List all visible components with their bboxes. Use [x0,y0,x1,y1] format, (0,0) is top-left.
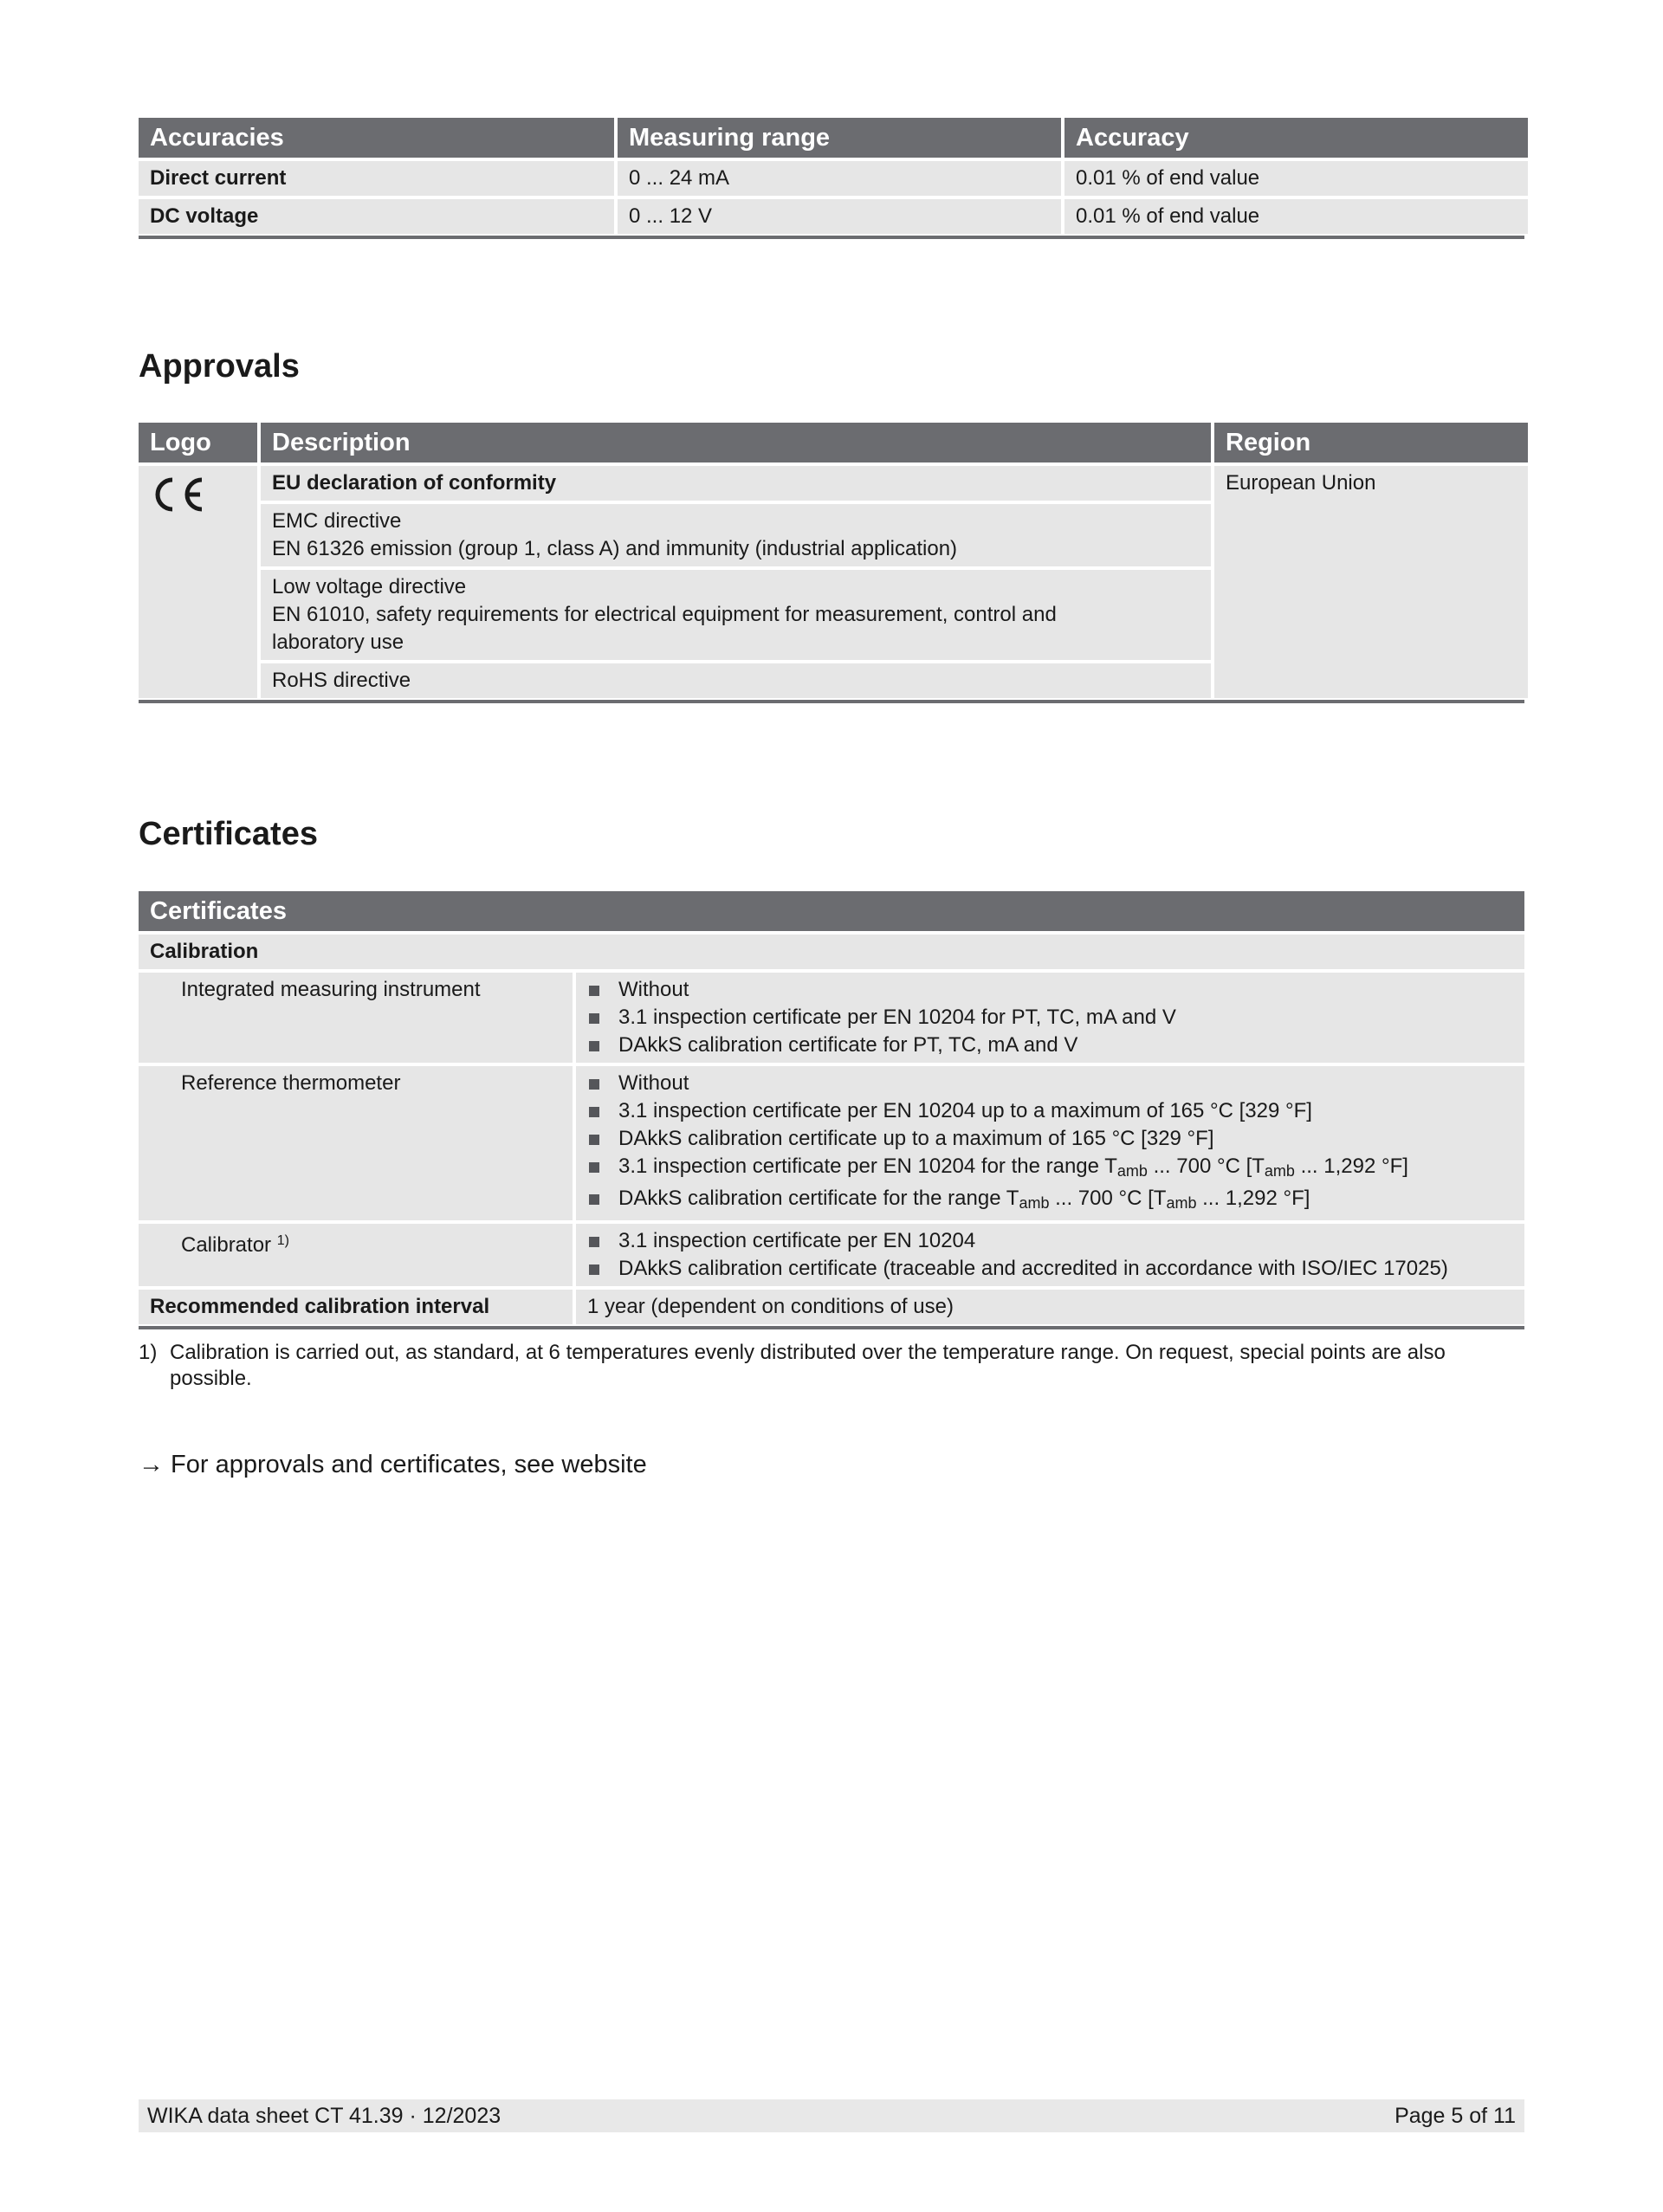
calibration-interval-label: Recommended calibration interval [139,1290,573,1324]
row-accuracy: 0.01 % of end value [1064,199,1528,234]
list-item: DAkkS calibration certificate (traceable and accredited in accordance with ISO/IEC 17025) [587,1255,1513,1283]
integrated-instrument-label: Integrated measuring instrument [139,973,573,1063]
certificates-heading: Certificates [139,816,318,852]
accuracies-header-accuracy: Accuracy [1064,118,1528,158]
lvd-title: Low voltage directive [272,575,467,598]
approval-emc-directive [261,504,1211,566]
footnote-ref: 1) [276,1233,289,1248]
table-row [139,1066,1524,1220]
row-range: 0 ... 24 mA [618,161,1061,196]
footer-page-number: Page 5 of 11 [1394,2104,1516,2128]
list-item: 3.1 inspection certificate per EN 10204 up to a maximum of 165 °C [329 °F] [587,1097,1513,1125]
row-accuracy: 0.01 % of end value [1064,161,1528,196]
accuracies-table [135,114,1531,237]
certificates-section [139,888,1524,1479]
table-row [139,973,1524,1063]
list-item: Without [587,976,1513,1004]
lvd-detail-1: EN 61010, safety requirements for electrical equipment for measurement, control and [272,603,1057,626]
certificates-table-header: Certificates [139,891,1524,931]
list-item: 3.1 inspection certificate per EN 10204 [587,1227,1513,1255]
approvals-website-link[interactable]: → For approvals and certificates, see website [139,1451,647,1478]
footnote [139,1340,1524,1392]
table-bottom-rule [139,1326,1524,1329]
row-range: 0 ... 12 V [618,199,1061,234]
row-label: Direct current [139,161,614,196]
table-row [139,199,1528,234]
approvals-section [139,419,1524,703]
logo-cell [139,466,257,698]
calibrator-options [576,1224,1524,1286]
table-row [139,161,1528,196]
approvals-header-description: Description [261,423,1211,462]
row-label: DC voltage [139,199,614,234]
table-row [139,466,1528,501]
accuracies-header-range: Measuring range [618,118,1061,158]
accuracies-section [139,114,1524,239]
table-row [139,1224,1524,1286]
emc-title: EMC directive [272,509,402,533]
table-row [139,935,1524,969]
footnote-text: Calibration is carried out, as standard, at 6 temperatures evenly distributed over the temperature range. On request, special points are also possible. [170,1341,1446,1390]
lvd-detail-2: laboratory use [272,631,404,654]
accuracies-header-label: Accuracies [139,118,614,158]
calibration-interval-value: 1 year (dependent on conditions of use) [576,1290,1524,1324]
footer-datasheet-id: WIKA data sheet CT 41.39 · 12/2023 [147,2104,501,2128]
list-item: Without [587,1070,1513,1097]
approval-eu-declaration: EU declaration of conformity [261,466,1211,501]
calibration-label: Calibration [139,935,1524,969]
list-item: DAkkS calibration certificate for PT, TC, mA and V [587,1032,1513,1059]
emc-detail: EN 61326 emission (group 1, class A) and immunity (industrial application) [272,537,958,560]
list-item: DAkkS calibration certificate for the range $T_{amb}$ ... 700 °C [$T_{amb}$ ... 1,292 °F] [587,1185,1513,1217]
reference-thermometer-label: Reference thermometer [139,1066,573,1220]
approvals-header-region: Region [1214,423,1528,462]
certificates-table [135,888,1528,1328]
table-bottom-rule [139,236,1524,239]
table-bottom-rule [139,700,1524,703]
integrated-instrument-options [576,973,1524,1063]
table-row [139,1290,1524,1324]
approvals-header-logo: Logo [139,423,257,462]
approvals-heading: Approvals [139,348,300,385]
list-item: DAkkS calibration certificate up to a maximum of 165 °C [329 °F] [587,1125,1513,1153]
list-item: 3.1 inspection certificate per EN 10204 for PT, TC, mA and V [587,1004,1513,1032]
page-footer [139,2099,1524,2132]
approval-rohs-directive: RoHS directive [261,663,1211,698]
calibrator-label: Calibrator $^{1)}$ [139,1224,573,1286]
reference-thermometer-options [576,1066,1524,1220]
approvals-table [135,419,1531,702]
list-item: 3.1 inspection certificate per EN 10204 for the range $T_{amb}$ ... 700 °C [$T_{amb}$ ... 1,292 °F] [587,1153,1513,1185]
region-cell: European Union [1214,466,1528,698]
approval-low-voltage-directive [261,570,1211,660]
footnote-number: 1) [139,1341,158,1364]
ce-mark-icon [150,469,246,522]
